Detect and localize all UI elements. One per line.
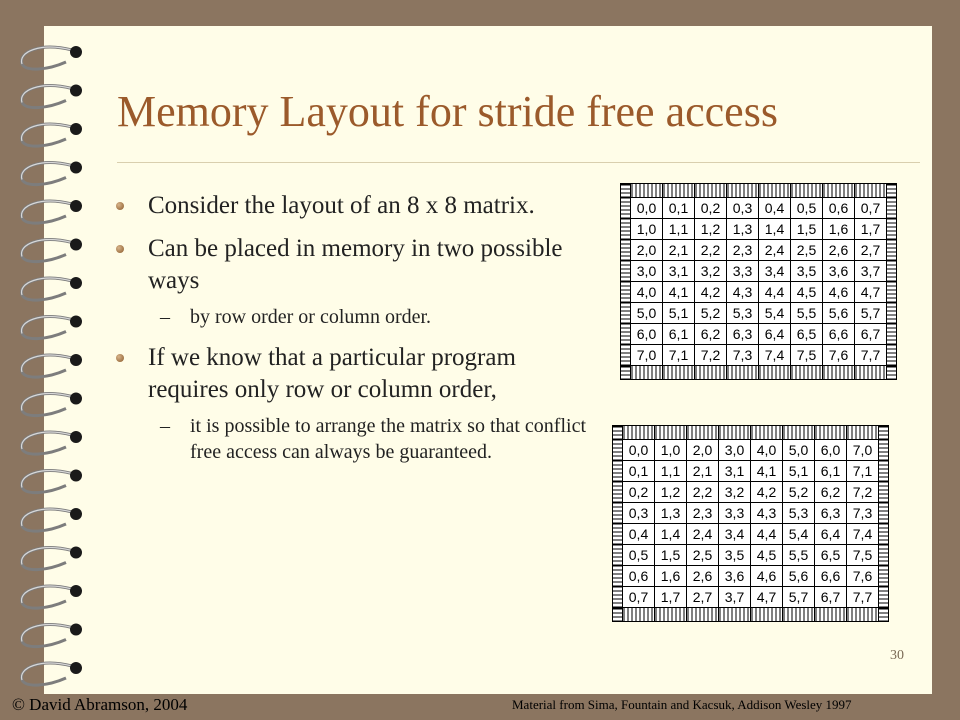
matrix-cell: 6,0 (631, 324, 663, 345)
hatch-cell (621, 303, 631, 324)
matrix-row (621, 261, 897, 282)
matrix-cell: 3,5 (791, 261, 823, 282)
hatch-cell (783, 608, 815, 622)
hatch-cell (823, 184, 855, 198)
hatch-cell (887, 184, 897, 198)
matrix-cell: 2,5 (687, 545, 719, 566)
matrix-row (613, 566, 889, 587)
matrix-cell: 6,3 (815, 503, 847, 524)
hatch-cell (847, 608, 879, 622)
column-order-matrix (612, 425, 889, 622)
matrix-cell: 3,2 (695, 261, 727, 282)
hatch-cell (879, 524, 889, 545)
matrix-cell: 0,6 (823, 198, 855, 219)
matrix-cell: 7,7 (855, 345, 887, 366)
bullet-item (110, 233, 600, 297)
matrix-cell: 3,2 (719, 482, 751, 503)
matrix-cell: 3,7 (719, 587, 751, 608)
matrix-cell: 3,3 (719, 503, 751, 524)
matrix-cell: 3,5 (719, 545, 751, 566)
hatch-cell (815, 608, 847, 622)
matrix-cell: 0,0 (631, 198, 663, 219)
dash-icon: – (160, 415, 170, 437)
hatch-cell (759, 184, 791, 198)
matrix-cell: 4,5 (751, 545, 783, 566)
hatch-cell (887, 366, 897, 380)
matrix-cell: 4,2 (695, 282, 727, 303)
hatch-cell (687, 426, 719, 440)
hatch-cell (759, 366, 791, 380)
hatch-cell (887, 261, 897, 282)
binding-ring-icon (22, 585, 82, 608)
page-number: 30 (890, 648, 904, 663)
hatch-cell (727, 366, 759, 380)
hatch-cell (879, 440, 889, 461)
matrix-row (613, 545, 889, 566)
matrix-row (621, 282, 897, 303)
matrix-cell: 4,7 (855, 282, 887, 303)
matrix-cell: 7,3 (727, 345, 759, 366)
binding-ring-icon (22, 277, 82, 300)
hatch-cell (621, 345, 631, 366)
matrix-cell: 4,0 (751, 440, 783, 461)
hatch-cell (613, 440, 623, 461)
matrix-cell: 3,7 (855, 261, 887, 282)
matrix-cell: 6,7 (815, 587, 847, 608)
matrix-cell: 6,5 (815, 545, 847, 566)
matrix-cell: 5,4 (759, 303, 791, 324)
matrix-row (621, 219, 897, 240)
matrix-cell: 7,3 (847, 503, 879, 524)
hatch-cell (887, 198, 897, 219)
binding-ring-icon (22, 508, 82, 531)
matrix-cell: 3,0 (719, 440, 751, 461)
matrix-cell: 4,7 (751, 587, 783, 608)
hatch-cell (887, 282, 897, 303)
hatch-cell (751, 426, 783, 440)
matrix-cell: 4,6 (823, 282, 855, 303)
binding-ring-icon (22, 624, 82, 647)
matrix-cell: 1,5 (791, 219, 823, 240)
hatch-cell (621, 240, 631, 261)
title-divider (117, 162, 920, 163)
sub-bullet-item (110, 413, 600, 465)
matrix-row (613, 440, 889, 461)
matrix-cell: 5,7 (783, 587, 815, 608)
hatch-cell (823, 366, 855, 380)
binding-ring-icon (22, 46, 82, 69)
matrix-cell: 0,2 (695, 198, 727, 219)
matrix-cell: 1,0 (655, 440, 687, 461)
hatch-cell (791, 366, 823, 380)
bullet-dot-icon (116, 354, 124, 362)
matrix-row (613, 587, 889, 608)
matrix-cell: 1,2 (655, 482, 687, 503)
bullet-text: Can be placed in memory in two possible ways (148, 235, 563, 294)
matrix-cell: 4,6 (751, 566, 783, 587)
hatch-cell (613, 524, 623, 545)
hatch-cell (815, 426, 847, 440)
hatch-cell (623, 426, 655, 440)
slide-title: Memory Layout for stride free access (117, 87, 778, 136)
matrix-cell: 1,2 (695, 219, 727, 240)
sub-bullet-item (110, 304, 600, 330)
matrix-cell: 1,0 (631, 219, 663, 240)
matrix-cell: 5,0 (631, 303, 663, 324)
row-order-matrix (620, 183, 897, 380)
matrix-cell: 7,6 (823, 345, 855, 366)
source-credit: Material from Sima, Fountain and Kacsuk, Addison Wesley 1997 (512, 697, 852, 712)
bullet-item (110, 342, 600, 406)
matrix-cell: 6,0 (815, 440, 847, 461)
hatch-cell (621, 198, 631, 219)
matrix-cell: 1,1 (655, 461, 687, 482)
matrix-cell: 7,6 (847, 566, 879, 587)
matrix-cell: 7,1 (847, 461, 879, 482)
hatch-cell (621, 282, 631, 303)
matrix-cell: 2,4 (687, 524, 719, 545)
matrix-cell: 0,5 (623, 545, 655, 566)
matrix-cell: 7,7 (847, 587, 879, 608)
matrix-cell: 4,1 (751, 461, 783, 482)
hatch-cell (613, 503, 623, 524)
matrix-row (621, 303, 897, 324)
hatch-cell (613, 426, 623, 440)
hatch-cell (719, 426, 751, 440)
hatch-cell (621, 184, 631, 198)
matrix-cell: 2,0 (631, 240, 663, 261)
matrix-cell: 0,3 (727, 198, 759, 219)
matrix-cell: 4,1 (663, 282, 695, 303)
hatch-cell (719, 608, 751, 622)
matrix-cell: 5,6 (823, 303, 855, 324)
hatch-cell (655, 608, 687, 622)
binding-ring-icon (22, 239, 82, 262)
bullet-text: If we know that a particular program requires only row or column order, (148, 344, 516, 403)
matrix-row (621, 240, 897, 261)
copyright-notice: © David Abramson, 2004 (12, 695, 188, 714)
hatch-cell (879, 426, 889, 440)
hatch-cell (621, 366, 631, 380)
binding-ring-icon (22, 470, 82, 493)
binding-ring-icon (22, 123, 82, 146)
matrix-cell: 0,6 (623, 566, 655, 587)
matrix-cell: 0,3 (623, 503, 655, 524)
matrix-cell: 3,1 (663, 261, 695, 282)
hatch-cell (879, 503, 889, 524)
hatch-cell (887, 303, 897, 324)
matrix-cell: 0,0 (623, 440, 655, 461)
matrix-cell: 1,6 (823, 219, 855, 240)
matrix-cell: 4,4 (759, 282, 791, 303)
hatch-cell (855, 184, 887, 198)
matrix-row (613, 503, 889, 524)
sub-bullet-text: it is possible to arrange the matrix so that conflict free access can always be guaranteed. (190, 415, 587, 463)
hatch-cell (879, 482, 889, 503)
matrix-cell: 2,4 (759, 240, 791, 261)
hatch-cell (613, 482, 623, 503)
hatch-cell (887, 345, 897, 366)
hatch-cell (687, 608, 719, 622)
matrix-cell: 3,3 (727, 261, 759, 282)
matrix-cell: 2,1 (687, 461, 719, 482)
hatch-cell (887, 240, 897, 261)
hatch-cell (623, 608, 655, 622)
matrix-cell: 1,3 (655, 503, 687, 524)
hatch-cell (879, 461, 889, 482)
hatch-cell (847, 426, 879, 440)
hatch-cell (887, 324, 897, 345)
matrix-cell: 6,6 (823, 324, 855, 345)
matrix-cell: 4,3 (751, 503, 783, 524)
sub-bullet-text: by row order or column order. (190, 306, 432, 328)
matrix-cell: 2,2 (695, 240, 727, 261)
hatch-cell (621, 219, 631, 240)
matrix-cell: 1,5 (655, 545, 687, 566)
matrix-cell: 2,3 (727, 240, 759, 261)
matrix-row (621, 345, 897, 366)
hatch-cell (613, 566, 623, 587)
matrix-cell: 6,6 (815, 566, 847, 587)
matrix-cell: 0,1 (623, 461, 655, 482)
hatch-cell (791, 184, 823, 198)
matrix-cell: 4,4 (751, 524, 783, 545)
matrix-cell: 3,6 (823, 261, 855, 282)
matrix-cell: 4,5 (791, 282, 823, 303)
matrix-cell: 1,7 (655, 587, 687, 608)
bullet-list (110, 190, 600, 477)
matrix-cell: 6,4 (759, 324, 791, 345)
binding-ring-icon (22, 162, 82, 185)
matrix-cell: 3,4 (759, 261, 791, 282)
hatch-cell (879, 608, 889, 622)
hatch-cell (663, 366, 695, 380)
matrix-cell: 3,1 (719, 461, 751, 482)
matrix-cell: 7,5 (791, 345, 823, 366)
hatch-cell (663, 184, 695, 198)
matrix-cell: 0,7 (623, 587, 655, 608)
matrix-cell: 6,5 (791, 324, 823, 345)
hatch-cell (613, 608, 623, 622)
matrix-cell: 5,3 (783, 503, 815, 524)
matrix-cell: 0,5 (791, 198, 823, 219)
matrix-cell: 7,5 (847, 545, 879, 566)
matrix-cell: 5,2 (695, 303, 727, 324)
matrix-cell: 6,3 (727, 324, 759, 345)
binding-ring-icon (22, 200, 82, 223)
hatch-cell (783, 426, 815, 440)
hatch-cell (887, 219, 897, 240)
hatch-row (621, 184, 897, 198)
matrix-cell: 1,7 (855, 219, 887, 240)
matrix-cell: 5,1 (663, 303, 695, 324)
hatch-cell (613, 461, 623, 482)
hatch-cell (631, 366, 663, 380)
matrix-cell: 6,7 (855, 324, 887, 345)
matrix-cell: 3,6 (719, 566, 751, 587)
matrix-cell: 7,0 (631, 345, 663, 366)
matrix-cell: 5,5 (791, 303, 823, 324)
binding-ring-icon (22, 431, 82, 454)
binding-ring-icon (22, 85, 82, 108)
hatch-cell (621, 324, 631, 345)
matrix-cell: 0,4 (623, 524, 655, 545)
matrix-cell: 0,4 (759, 198, 791, 219)
binding-ring-icon (22, 662, 82, 685)
hatch-cell (613, 545, 623, 566)
matrix-cell: 7,4 (847, 524, 879, 545)
matrix-cell: 3,0 (631, 261, 663, 282)
hatch-cell (695, 366, 727, 380)
matrix-cell: 5,7 (855, 303, 887, 324)
matrix-cell: 5,2 (783, 482, 815, 503)
matrix-cell: 2,6 (687, 566, 719, 587)
dash-icon: – (160, 306, 170, 328)
matrix-cell: 1,6 (655, 566, 687, 587)
bullet-dot-icon (116, 202, 124, 210)
hatch-cell (695, 184, 727, 198)
matrix-cell: 2,2 (687, 482, 719, 503)
bullet-text: Consider the layout of an 8 x 8 matrix. (148, 192, 535, 219)
matrix-row (613, 461, 889, 482)
matrix-cell: 4,2 (751, 482, 783, 503)
matrix-cell: 3,4 (719, 524, 751, 545)
hatch-cell (655, 426, 687, 440)
spiral-binding (0, 0, 110, 720)
hatch-cell (879, 566, 889, 587)
matrix-cell: 7,2 (847, 482, 879, 503)
hatch-cell (855, 366, 887, 380)
hatch-cell (727, 184, 759, 198)
matrix-cell: 0,2 (623, 482, 655, 503)
matrix-cell: 0,7 (855, 198, 887, 219)
binding-ring-icon (22, 393, 82, 416)
matrix-cell: 2,7 (687, 587, 719, 608)
matrix-cell: 6,2 (695, 324, 727, 345)
bullet-item (110, 190, 600, 222)
matrix-cell: 2,1 (663, 240, 695, 261)
matrix-cell: 6,1 (663, 324, 695, 345)
hatch-row (613, 608, 889, 622)
matrix-cell: 5,5 (783, 545, 815, 566)
matrix-cell: 1,3 (727, 219, 759, 240)
matrix-cell: 5,1 (783, 461, 815, 482)
hatch-cell (879, 545, 889, 566)
matrix-cell: 7,4 (759, 345, 791, 366)
binding-ring-icon (22, 316, 82, 339)
matrix-cell: 7,2 (695, 345, 727, 366)
matrix-row (621, 324, 897, 345)
matrix-cell: 7,1 (663, 345, 695, 366)
matrix-cell: 5,4 (783, 524, 815, 545)
matrix-cell: 0,1 (663, 198, 695, 219)
matrix-cell: 5,0 (783, 440, 815, 461)
binding-ring-icon (22, 354, 82, 377)
hatch-cell (751, 608, 783, 622)
matrix-cell: 4,0 (631, 282, 663, 303)
hatch-cell (879, 587, 889, 608)
matrix-cell: 1,4 (759, 219, 791, 240)
matrix-cell: 1,4 (655, 524, 687, 545)
matrix-cell: 6,1 (815, 461, 847, 482)
matrix-cell: 1,1 (663, 219, 695, 240)
hatch-cell (613, 587, 623, 608)
matrix-cell: 4,3 (727, 282, 759, 303)
hatch-row (621, 366, 897, 380)
matrix-cell: 6,4 (815, 524, 847, 545)
matrix-cell: 5,6 (783, 566, 815, 587)
matrix-row (621, 198, 897, 219)
matrix-cell: 6,2 (815, 482, 847, 503)
binding-ring-icon (22, 547, 82, 570)
hatch-row (613, 426, 889, 440)
hatch-cell (621, 261, 631, 282)
matrix-cell: 7,0 (847, 440, 879, 461)
matrix-cell: 2,6 (823, 240, 855, 261)
matrix-row (613, 524, 889, 545)
hatch-cell (631, 184, 663, 198)
matrix-row (613, 482, 889, 503)
matrix-cell: 2,7 (855, 240, 887, 261)
bullet-dot-icon (116, 245, 124, 253)
matrix-cell: 5,3 (727, 303, 759, 324)
matrix-cell: 2,5 (791, 240, 823, 261)
matrix-cell: 2,3 (687, 503, 719, 524)
matrix-cell: 2,0 (687, 440, 719, 461)
